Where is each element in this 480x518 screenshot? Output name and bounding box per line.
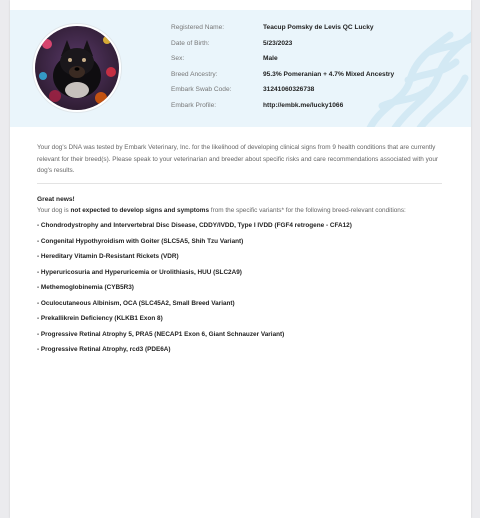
condition-item: - Hereditary Vitamin D-Resistant Rickets (VDR): [37, 253, 179, 260]
embark-profile-link[interactable]: http://embk.me/lucky1066: [263, 101, 344, 109]
result-summary: [37, 207, 406, 214]
sex-value: Male: [263, 55, 278, 62]
profile-header: [10, 10, 471, 127]
certificate-page: [10, 0, 471, 518]
result-summary-emphasis: not expected to develop signs and symptoms: [70, 207, 210, 214]
dog-photo: [35, 26, 119, 110]
condition-item: - Congenital Hypothyroidism with Goiter (SLC5A5, Shih Tzu Variant): [37, 237, 244, 245]
result-summary-suffix: from the specific variants* for the following breed-relevant conditions:: [209, 207, 406, 214]
breed-ancestry-value: 95.3% Pomeranian + 4.7% Mixed Ancestry: [263, 70, 395, 78]
swab-code-label: Embark Swab Code:: [171, 86, 232, 93]
date-of-birth-value: 5/23/2023: [263, 39, 293, 47]
great-news-heading: Great news!: [37, 196, 75, 203]
condition-item: - Progressive Retinal Atrophy, rcd3 (PDE6A): [37, 346, 171, 353]
condition-item: - Chondrodystrophy and Intervertebral Disc Disease, CDDY/IVDD, Type I IVDD (FGF4 retrogene - CFA12): [37, 222, 352, 229]
condition-item: - Prekallikrein Deficiency (KLKB1 Exon 8): [37, 315, 163, 322]
registered-name-label: Registered Name:: [171, 24, 225, 31]
date-of-birth-label: Date of Birth:: [171, 39, 210, 47]
condition-item: - Hyperuricosuria and Hyperuricemia or Urolithiasis, HUU (SLC2A9): [37, 268, 242, 276]
condition-item: - Progressive Retinal Atrophy 5, PRA5 (NECAP1 Exon 6, Giant Schnauzer Variant): [37, 330, 285, 338]
registered-name-value: Teacup Pomsky de Levis QC Lucky: [263, 24, 374, 31]
condition-item: - Oculocutaneous Albinism, OCA (SLC45A2, Small Breed Variant): [37, 299, 235, 307]
condition-item: - Methemoglobinemia (CYB5R3): [37, 284, 134, 291]
conditions-list: [37, 222, 352, 362]
embark-profile-label: Embark Profile:: [171, 101, 217, 109]
sex-label: Sex:: [171, 55, 185, 62]
dog-avatar: [33, 24, 121, 112]
section-divider: [37, 183, 442, 184]
intro-paragraph: Your dog's DNA was tested by Embark Veterinary, Inc. for the likelihood of developing clinical signs from 9 health conditions that are currently relevant for their breed(s). Please speak to your veterinarian and breeder about specific risks and care recommendations associated with your dog's results.: [37, 144, 439, 174]
breed-ancestry-label: Breed Ancestry:: [171, 70, 218, 78]
swab-code-value: 31241060326738: [263, 86, 315, 93]
result-summary-prefix: Your dog is: [37, 207, 71, 214]
